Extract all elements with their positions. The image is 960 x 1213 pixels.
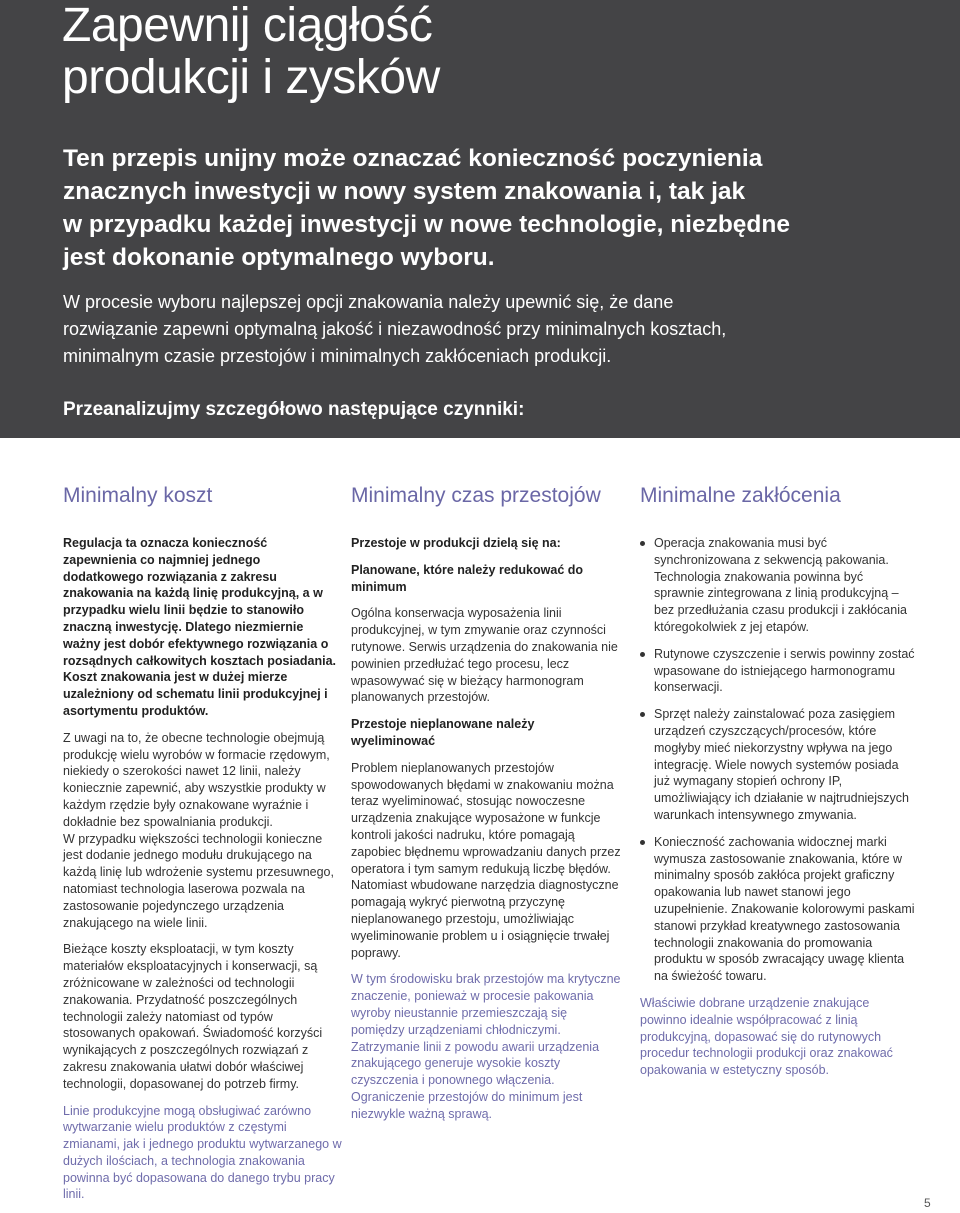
lead-line: w przypadku każdej inwestycji w nowe technologie, niezbędne	[63, 211, 790, 238]
list-item-text: Operacja znakowania musi być synchronizowana z sekwencją pakowania. Technologia znakowania powinna być sprawnie zintegrowana z linią produkcyjną – bez przedłużania czasu produkcji i zakłócania któregokolwiek z jej etapów.	[654, 536, 907, 634]
bullet-icon	[640, 840, 645, 845]
page-number: 5	[924, 1196, 931, 1210]
title-line: Zapewnij ciągłość	[62, 0, 433, 52]
bullet-icon	[640, 541, 645, 546]
list-item-text: Konieczność zachowania widocznej marki wymusza zastosowanie znakowania, które w minimalny sposób zakłóca projekt graficzny opakowania lub nawet stanowi jego uzupełnienie. Znakowanie kolorowymi paskami stanowi przykład kreatywnego zastosowania technologii znakowania do promowania produktu w sposób zwracający uwagę klienta na świeżość towaru.	[654, 834, 915, 984]
intro-line: rozwiązanie zapewni optymalną jakość i niezawodność przy minimalnych kosztach,	[63, 319, 727, 339]
column-heading: Minimalny koszt	[63, 484, 213, 507]
hero-banner	[0, 0, 960, 438]
list-item-text: Rutynowe czyszczenie i serwis powinny zostać wpasowane do istniejącego harmonogramu konserwacji.	[654, 646, 915, 695]
accent-paragraph: Właściwie dobrane urządzenie znakujące powinno idealnie współpracować z linią produkcyjną, dopasować się do rutynowych procedur technologii produkcji oraz znakować opakowania w estetyczny sposób.	[640, 995, 893, 1078]
body-paragraph: Problem nieplanowanych przestojów spowodowanych błędami w znakowaniu można teraz wyeliminować, stosując nowoczesne urządzenia znakujące wyposażone w funkcje kontroli jakości nadruku, które pomagają zapobiec błędnemu wprowadzaniu danych przez operatora i tym samym redukują liczbę błędów. Natomiast wbudowane narzędzia diagnostyczne pomagają wykryć pierwotną przyczynę nieplanowanego przestoju, umożliwiając wyeliminowanie problem u i osiągnięcie trwałej poprawy.	[351, 760, 621, 960]
lead-paragraph	[63, 142, 893, 274]
intro-paragraph	[63, 289, 923, 370]
bullet-icon	[640, 712, 645, 717]
body-paragraph: Z uwagi na to, że obecne technologie obejmują produkcję wielu wyrobów w formacie rzędowym, niekiedy o szerokości nawet 12 linii, należy koniecznie zapewnić, aby wszystkie produkty w każdym rzędzie były oznakowane wyraźnie i dokładnie bez spowalniania produkcji.	[63, 730, 330, 829]
list-item	[640, 706, 915, 824]
lead-line: jest dokonanie optymalnego wyboru.	[63, 244, 495, 271]
subheading: Planowane, które należy redukować do minimum	[351, 562, 584, 594]
column-heading: Minimalne zakłócenia	[640, 484, 841, 507]
column-heading: Minimalny czas przestojów	[351, 484, 601, 507]
body-paragraph: Bieżące koszty eksploatacji, w tym koszty materiałów eksploatacyjnych i konserwacji, są zróżnicowane w zależności od technologii znakowania. Przydatność poszczególnych technologii zależy natomiast od typów stosowanych opakowań. Świadomość korzyści wynikających z poszczególnych rozwiązań z zakresu znakowania ułatwi dobór właściwej technologii, dopasowanej do potrzeb firmy.	[63, 942, 323, 1091]
accent-paragraph: W tym środowisku brak przestojów ma krytyczne znaczenie, ponieważ w procesie pakowania wyroby nieustannie przemieszczają się pomiędzy urządzeniami chłodniczymi. Zatrzymanie linii z powodu awarii urządzenia znakującego generuje wysokie koszty czyszczenia i ponownego włączenia. Ograniczenie przestojów do minimum jest niezwykle ważną sprawą.	[351, 972, 621, 1121]
bold-paragraph: Regulacja ta oznacza konieczność zapewnienia co najmniej jednego dodatkowego rozwiązania z zakresu znakowania na każdą linię produkcyjną, a w przypadku wielu linii będzie to stanowiło znaczną inwestycję. Dlatego niezmiernie ważny jest dobór efektywnego rozwiązania o rozsądnych całkowitych kosztach posiadania. Koszt znakowania jest w dużej mierze uzależniony od schematu linii produkcyjnej i asortymentu produktów.	[63, 536, 337, 718]
column-minimal-cost	[63, 480, 343, 1213]
page-title	[62, 0, 862, 104]
list-item-text: Sprzęt należy zainstalować poza zasięgiem urządzeń czyszczących/procesów, które mogłyby mieć niekorzystny wpływa na jego integrację. Wiele nowych systemów posiada już wymagany stopień ochrony IP, umożliwiający ich działanie w najtrudniejszych warunkach intensywnego zmywania.	[654, 707, 909, 822]
body-paragraph: Ogólna konserwacja wyposażenia linii produkcyjnej, w tym zmywanie oraz czynności rutynowe. Serwis urządzenia do znakowania nie powinien przedłużać tego procesu, lecz wpasowywać się w bieżący harmonogram planowanych przestojów.	[351, 606, 618, 705]
bullet-list	[640, 535, 915, 985]
accent-paragraph: Linie produkcyjne mogą obsługiwać zarówno wytwarzanie wielu produktów z częstymi zmianami, jak i jednego produktu wytwarzanego w dużych ilościach, a technologia znakowania powinna być dopasowana do danego trybu pracy linii.	[63, 1103, 342, 1202]
bullet-icon	[640, 652, 645, 657]
lead-line: Ten przepis unijny może oznaczać konieczność poczynienia	[63, 145, 763, 172]
column-minimal-downtime	[351, 480, 621, 1133]
list-item	[640, 834, 915, 985]
list-item	[640, 646, 915, 696]
intro-line: W procesie wyboru najlepszej opcji znakowania należy upewnić się, że dane	[63, 292, 674, 312]
lead-line: znacznych inwestycji w nowy system znakowania i, tak jak	[63, 178, 746, 205]
body-paragraph: W przypadku większości technologii konieczne jest dodanie jednego modułu drukującego na każdą linię lub wdrożenie systemu przesuwnego, natomiast technologia laserowa pozwala na zastosowanie pojedynczego urządzenia znakującego na wiele linii.	[63, 831, 334, 930]
intro-line: minimalnym czasie przestojów i minimalnych zakłóceniach produkcji.	[63, 346, 612, 366]
subheading: Przestoje w produkcji dzielą się na:	[351, 536, 561, 550]
column-minimal-disruption	[640, 480, 915, 1089]
list-item	[640, 535, 915, 636]
factors-heading: Przeanalizujmy szczegółowo następujące czynniki:	[63, 399, 525, 420]
subheading: Przestoje nieplanowane należy wyeliminować	[351, 717, 535, 748]
title-line: produkcji i zysków	[62, 51, 440, 104]
